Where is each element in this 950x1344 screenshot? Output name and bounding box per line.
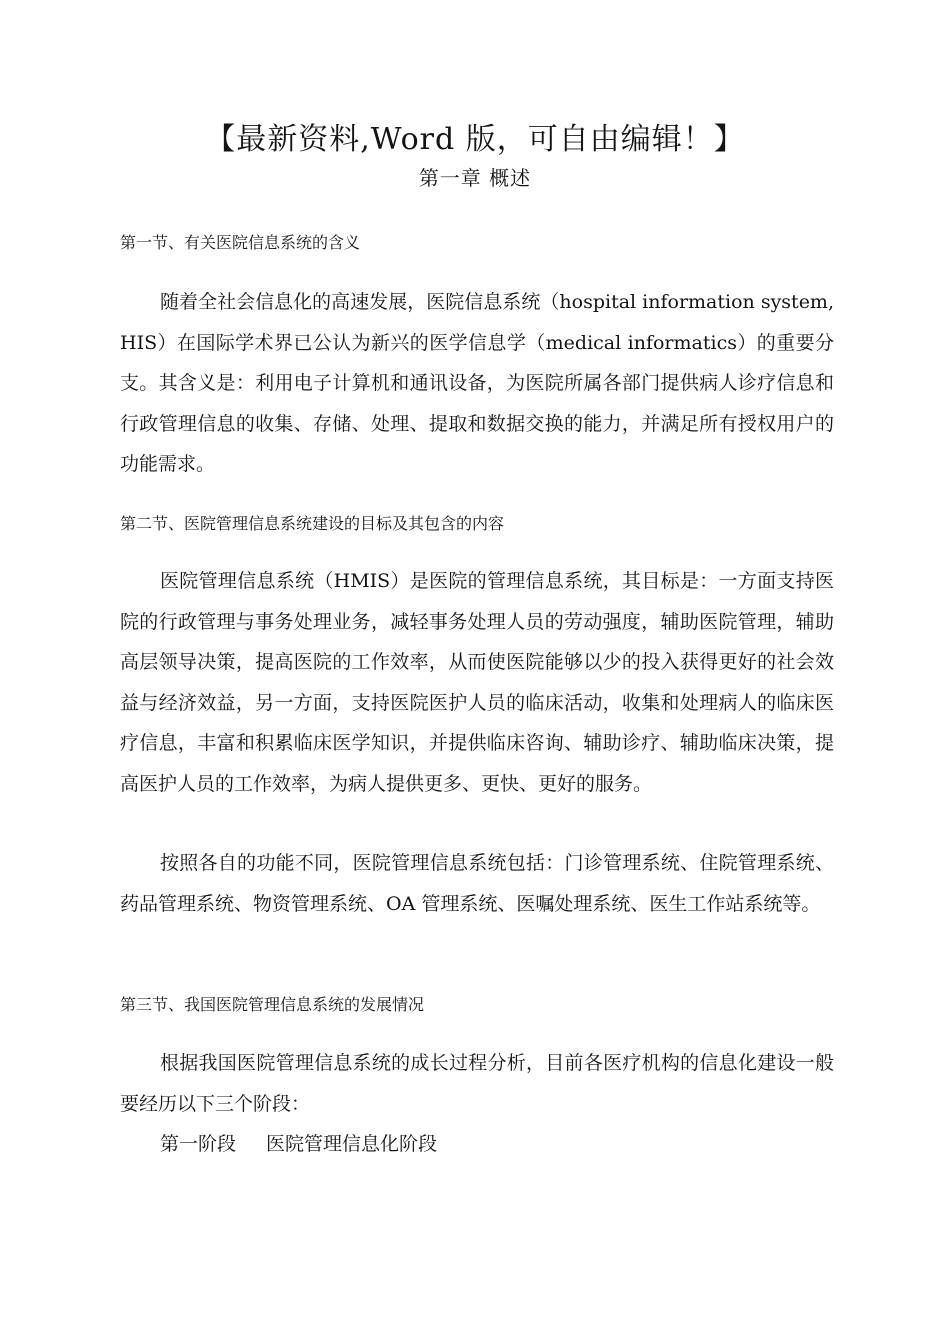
stage-label: 第一阶段	[160, 1133, 237, 1155]
section-2-paragraph-1: 医院管理信息系统（HMIS）是医院的管理信息系统，其目标是：一方面支持医院的行政管理与事务处理业务，减轻事务处理人员的劳动强度，辅助医院管理，辅助高层领导决策，提高医院的工作效率，从而使医院能够以少的投入获得更好的社会效益与经济效益，另一方面，支持医院医护人员的临床活动，收集和处理病人的临床医疗信息，丰富和积累临床医学知识，并提供临床咨询、辅助诊疗、辅助临床决策，提高医护人员的工作效率，为病人提供更多、更快、更好的服务。	[120, 570, 834, 795]
section-heading-2: 第二节、医院管理信息系统建设的目标及其包含的内容	[120, 514, 505, 533]
chapter-title: 第一章 概述	[418, 166, 532, 190]
stage-line	[160, 1124, 437, 1164]
section-1-paragraph-1: 随着全社会信息化的高速发展，医院信息系统（hospital information system,HIS）在国际学术界已公认为新兴的医学信息学（medical informatics）的重要分支。其含义是：利用电子计算机和通讯设备，为医院所属各部门提供病人诊疗信息和行政管理信息的收集、存储、处理、提取和数据交换的能力，并满足所有授权用户的功能需求。	[120, 291, 834, 475]
section-3-paragraph-1: 根据我国医院管理信息系统的成长过程分析，目前各医疗机构的信息化建设一般要经历以下三个阶段：	[120, 1052, 834, 1115]
section-2-paragraph-2: 按照各自的功能不同，医院管理信息系统包括：门诊管理系统、住院管理系统、药品管理系统、物资管理系统、OA 管理系统、医嘱处理系统、医生工作站系统等。	[120, 852, 834, 915]
section-heading-3: 第三节、我国医院管理信息系统的发展情况	[120, 995, 425, 1014]
stage-name: 医院管理信息化阶段	[266, 1133, 438, 1155]
document-banner: 【最新资料,Word 版，可自由编辑！】	[205, 122, 745, 157]
section-heading-1: 第一节、有关医院信息系统的含义	[120, 233, 361, 252]
